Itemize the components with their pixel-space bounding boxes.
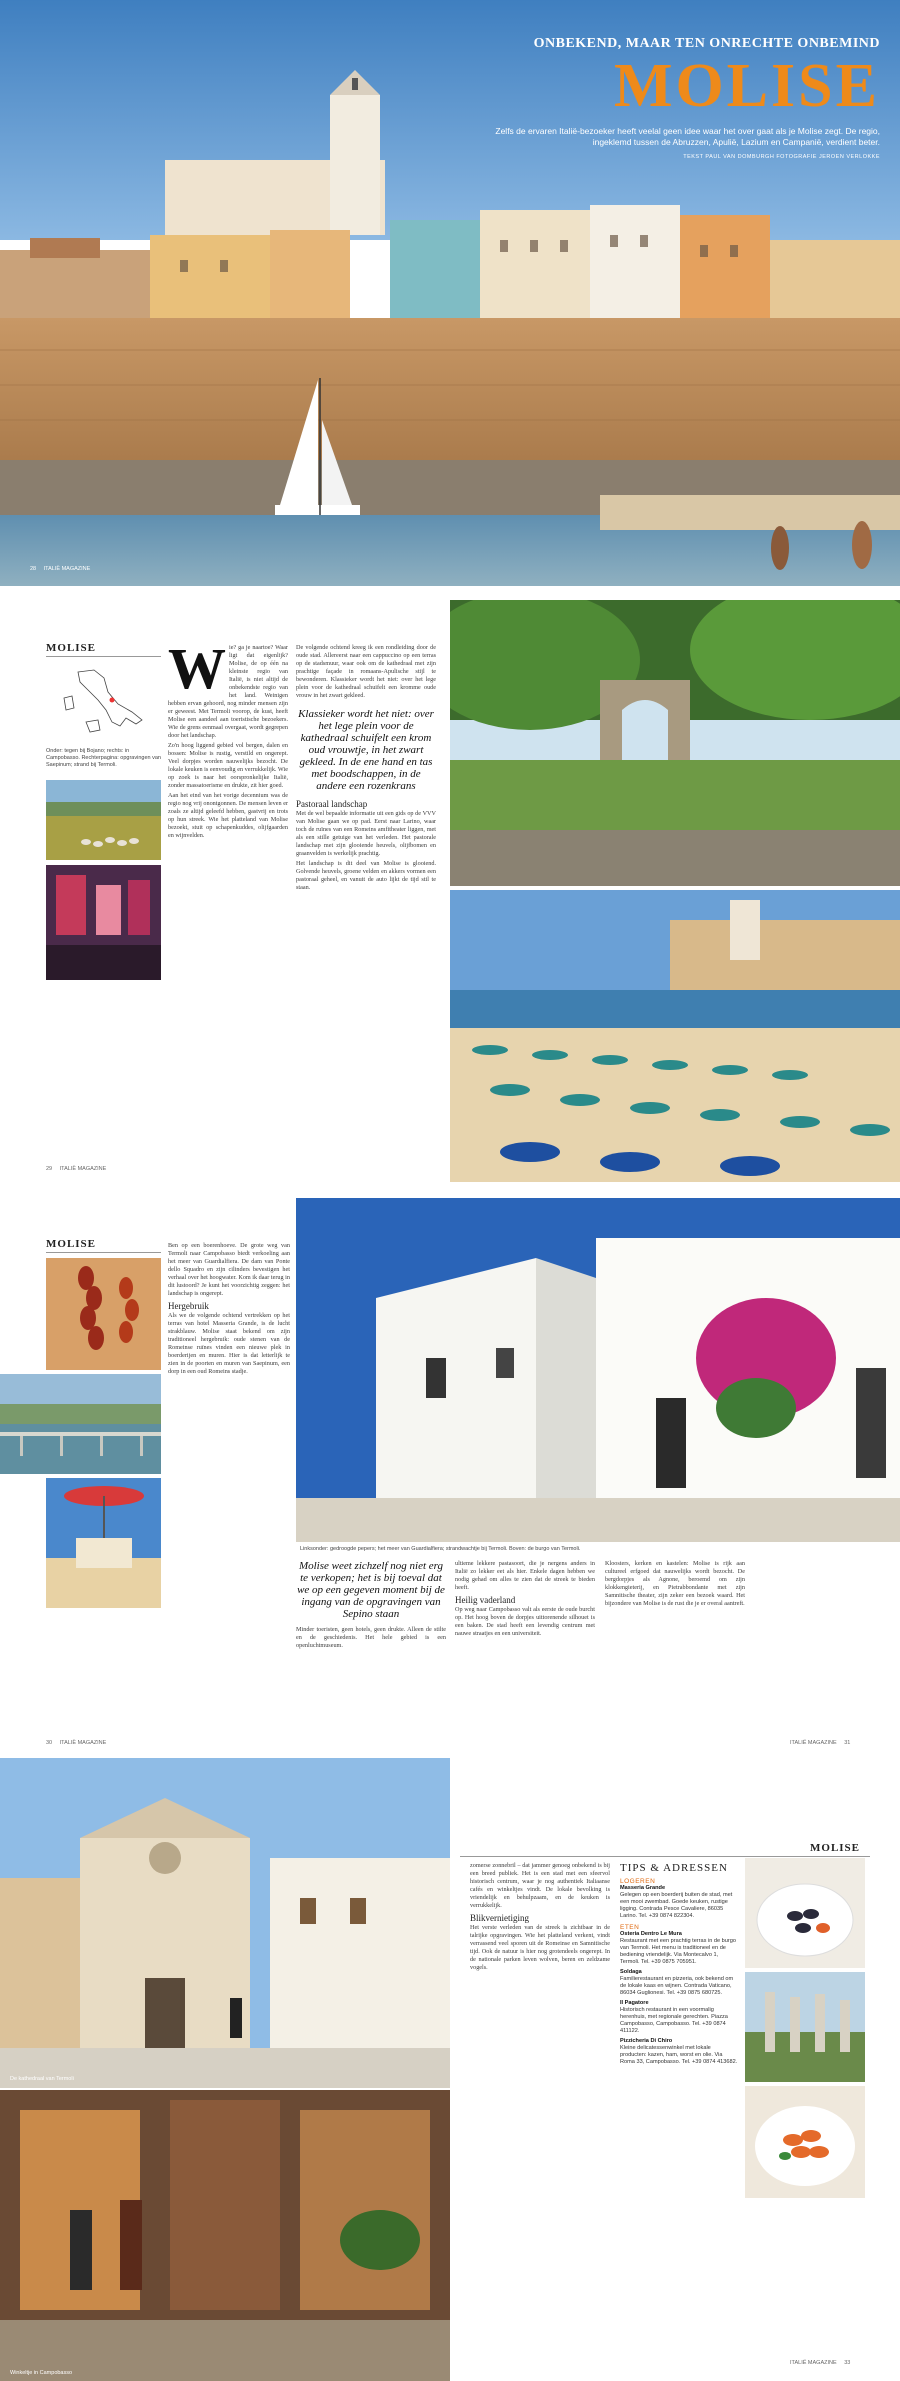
- tips-category: ETEN: [620, 1924, 640, 1931]
- article-column-4: [605, 1560, 745, 1610]
- tips-entry-name: Masseria Grande: [620, 1885, 666, 1891]
- tips-entry: [620, 1885, 738, 1920]
- paragraph: Het landschap is dit deel van Molise is glooiend. Golvende heuvels, groene velden en akkers vormen een pastoraal geheel, en vanuit de auto lijkt de tijd stil te staan.: [296, 860, 436, 891]
- page-number: 31: [844, 1740, 851, 1746]
- paragraph: Aan het eind van het vorige decennium was de regio nog vrij onontgonnen. De mensen leven er zoals ze altijd geleefd hebben, gastvrij en trots op hun streek. Wie het platteland van Molise bezoekt, stuit op schapenkuddes, olijfgaarden en wijnvelden.: [168, 792, 288, 839]
- section-rule: [460, 1856, 870, 1857]
- photo-termoli-beach: [450, 890, 900, 1182]
- photo-butcher-shop: [46, 865, 161, 980]
- dropcap: W: [168, 636, 226, 701]
- paragraph: Ben op een boerenhoeve. De grote weg van Termoli naar Campobasso biedt verkoeling aan het meer van Guardialfiera. De dam van Ponte dello Squadro en zijn cilinders bevestigen het verhaal over het hoogwater. Kom ik daar terug in dit lustoord? Je kunt het voorzichtig zeggen: het landschap is ongerept.: [168, 1242, 290, 1297]
- paragraph: Als we de volgende ochtend vertrekken op het terras van hotel Masseria Grande, is de lucht strakblauw. Molise staat bekend om zijn traditioneel hergebruik: oude stenen van de Romeinse ruïnes vinden een nieuwe plek in boerderijen en muren. Hier is dat letterlijk te zien in de poorten en muren van Saepinum, een dorp in een oud Romeins stadje.: [168, 1312, 290, 1375]
- tips-entry-text: Restaurant met een prachtig terras in de burgo van Termoli. Het menu is traditioneel en de bediening vriendelijk. Via Montecalvo 1, Termoli. Tel. +39 0875 705951.: [620, 1938, 736, 1965]
- section-tag: MOLISE: [46, 642, 97, 654]
- spread-reuse: [0, 1198, 900, 1758]
- photo-lifeguard-post: [46, 1478, 161, 1608]
- article-column-1: [470, 1862, 610, 1974]
- folio-33: [790, 2360, 850, 2366]
- page-number: 29: [46, 1166, 53, 1172]
- magazine-name: ITALIË MAGAZINE: [790, 1740, 837, 1746]
- folio-30: [46, 1740, 106, 1746]
- subhead: Blikvernietiging: [470, 1913, 529, 1923]
- subhead: Heilig vaderland: [455, 1595, 516, 1605]
- photo-caption: Winkeltje in Campobasso: [10, 2370, 73, 2376]
- tips-entry: [620, 2038, 738, 2066]
- paragraph: ie? ga je naartoe? Waar ligt dat eigenlijk? Molise, de op één na kleinste regio van Italië, is niet altijd de onbekendste regio van het land. Weinigen hebben ervan gehoord, nog minder mensen zijn er geweest. Met Termoli voorop, de kust, heeft Molise een aandeel aan toeristische bezoekers. Wie de grens eenmaal overgaat, wordt gegrepen door het landschap.: [168, 644, 288, 739]
- spread-opening: [0, 0, 900, 586]
- page-number: 28: [30, 566, 37, 572]
- photo-campobasso-shop: [0, 2090, 450, 2381]
- opening-standfirst: Zelfs de ervaren Italië-bezoeker heeft veelal geen idee waar het over gaat als je Molise zegt. De regio, ingeklemd tussen de Abruzzen, Apulië, Lazium en Campanië, verdient beter.: [495, 126, 880, 147]
- tips-entry-name: Il Pagatore: [620, 2000, 649, 2006]
- photo-termoli-cathedral: [0, 1758, 450, 2088]
- photo-seafood-plate: [745, 1858, 865, 1968]
- pull-quote: Klassieker wordt het niet: over het lege plein voor de kathedraal schuifelt een krom oud vrouwtje, in het zwart gekleed. In de ene hand en tas met boodschappen, in de andere een rozenkrans: [298, 708, 434, 792]
- spread-pastoral: [0, 600, 900, 1182]
- tips-entry: [620, 1969, 738, 1997]
- article-column-3: [455, 1560, 595, 1640]
- section-rule: [46, 1252, 161, 1253]
- section-tag: MOLISE: [46, 1238, 97, 1250]
- folio-29: [46, 1166, 106, 1172]
- magazine-name: ITALIË MAGAZINE: [59, 1740, 107, 1746]
- pull-quote: Molise weet zichzelf nog niet erg te verkopen; het is bij toeval dat we op een gegeven moment bij de ingang van de opgravingen van Sepino staan: [297, 1560, 445, 1620]
- tips-entry-name: Osteria Dentro Le Mura: [620, 1931, 682, 1937]
- paragraph: Zo'n hoog liggend gebied vol bergen, dalen en bossen: Molise is rustig, verstild en ongerept. Veel dorpjes worden nauwelijks bezocht. De lokale keuken is eenvoudig en verrukkelijk. Wie op zoek is naar het oorspronkelijke Italië, zonder massatoerisme en drukte, zit hier goed.: [168, 742, 288, 789]
- italy-map-icon: [46, 664, 161, 744]
- article-column-2: [296, 644, 436, 894]
- photo-dried-peppers: [46, 1258, 161, 1370]
- photo-guardialfiera-lake: [0, 1374, 161, 1474]
- spread-tips: [0, 1758, 900, 2381]
- tips-entry-name: Pizzicheria Di Chiro: [620, 2038, 673, 2044]
- section-rule: [46, 656, 161, 657]
- pull-quote-block: [296, 1560, 446, 1650]
- magazine-name: ITALIË MAGAZINE: [790, 2360, 837, 2366]
- paragraph: Op weg naar Campobasso valt als eerste de oude burcht op. Het hoog boven de dorpjes uittorenende silhouet is een baken. De stad heeft een levendig centrum met nauwe straatjes en een universiteit.: [455, 1606, 595, 1637]
- subhead: Pastoraal landschap: [296, 799, 368, 809]
- paragraph: ultieme lekkere pastasoort, die je nergens anders in Italië zo lekker eet als hier. Enkele dagen hebben we nodig gehad om alles te zien dat de streek te bieden heeft.: [455, 1560, 595, 1591]
- photo-roman-columns: [745, 1972, 865, 2082]
- paragraph: De volgende ochtend kreeg ik een rondleiding door de oude stad. Allereerst naar een cappuccino op een terras op de stadsmuur, waar ook om de kathedraal met zijn prachtige façade in romaans-Apulische stijl te bewonderen. Klassieker wordt het niet: over het lege plein voor de kathedraal schuifelt een kromme oude vrouw in het zwart gekleed.: [296, 644, 436, 699]
- opening-title: MOLISE: [613, 52, 880, 120]
- article-column-1: [168, 636, 288, 842]
- article-column-1: [168, 1242, 290, 1378]
- page-number: 30: [46, 1740, 53, 1746]
- magazine-name: ITALIË MAGAZINE: [59, 1166, 107, 1172]
- tips-entry-text: Kleine delicatessenwinkel met lokale producten: kazen, ham, worst en olie. Via Roma 33, Campobasso. Tel. +39 0874 413682.: [620, 2045, 738, 2065]
- tips-entry: [620, 2000, 738, 2035]
- photo-saepinum-ruins: [450, 600, 900, 886]
- opening-headline-block: [480, 36, 880, 160]
- paragraph: Met de wel bepaalde informatie uit een gids op de VVV van Molise gaan we op pad. Eerst naar Larino, waar toch de ruïnes van een Romeins amfitheater liggen, met als een stille getuige van het verleden. Het pastorale landschap met zijn glooiende heuvels, olijfbomen en graanvelden is werkelijk prachtig.: [296, 810, 436, 857]
- photo-caption: Linksonder: gedroogde pepers; het meer van Guardialfiera; strandwachtje bij Termoli. Boven: de burgo van Termoli.: [300, 1546, 581, 1552]
- paragraph: Het verste verleden van de streek is zichtbaar in de talrijke opgravingen. Wie het platteland verkent, vindt verrassend veel sporen uit de Romeinse en Samnitische tijd. Ook de natuur is hier nog grotendeels ongerept. In de nationale parken leven wolven, beren en zeldzame vogels.: [470, 1924, 610, 1971]
- folio-31: [790, 1740, 850, 1746]
- magazine-name: ITALIË MAGAZINE: [43, 566, 91, 572]
- tips-entry-text: Familierestaurant en pizzeria, ook bekend om de lokale kaas en wijnen. Contrada Vaticano, 86034 Guglionesi. Tel. +39 0875 680725.: [620, 1976, 734, 1996]
- folio-28: [30, 566, 90, 572]
- paragraph: Kloosters, kerken en kastelen: Molise is rijk aan cultureel erfgoed dat nauwelijks wordt bezocht. De bergdorpjes als Agnone, beroemd om zijn klokkengieterij, en Pietrabbondante met zijn Samnitische theater, zijn zeker een bezoek waard. Het bijzondere van Molise is de rust die je er overal aantreft.: [605, 1560, 745, 1607]
- page-number: 33: [844, 2360, 851, 2366]
- tips-entry: [620, 1931, 738, 1966]
- tips-entry-text: Historisch restaurant in een voormalig herenhuis, met regionale gerechten. Piazza Campobasso, Campobasso. Tel. +39 0874 411122.: [620, 2007, 728, 2034]
- paragraph: Minder toeristen, geen hotels, geen drukte. Alleen de stilte en de geschiedenis. Het hele gebied is een openluchtmuseum.: [296, 1626, 446, 1649]
- opening-kicker: ONBEKEND, MAAR TEN ONRECHTE ONBEMIND: [533, 36, 880, 51]
- photo-white-houses-bougainvillea: [296, 1198, 900, 1542]
- tips-entry-text: Gelegen op een boerderij buiten de stad, met een mooi zwembad. Goede keuken, rustige ligging. Contrada Pesce Cavaliere, 86035 Larino. Tel. +39 0874 822304.: [620, 1892, 733, 1919]
- subhead: Hergebruik: [168, 1301, 209, 1311]
- section-tag: MOLISE: [810, 1842, 861, 1854]
- paragraph: zomerse zonnebril – dat jammer genoeg onbekend is bij een breed publiek. Het is een stad met een sfeervol historisch centrum, waar je nog authentiek Italiaanse cafés en winkeltjes vindt. De lokale bevolking is vriendelijk en behulpzaam, en de keuken is verrukkelijk.: [470, 1862, 610, 1909]
- tips-entry-name: Soldaga: [620, 1969, 642, 1975]
- photo-sheep-field: [46, 780, 161, 860]
- photo-caption: De kathedraal van Termoli: [10, 2076, 74, 2082]
- tips-category: LOGEREN: [620, 1878, 656, 1885]
- photo-pasta-dish: [745, 2086, 865, 2198]
- tips-box: [620, 1862, 738, 2069]
- tips-title: TIPS & ADRESSEN: [620, 1862, 728, 1874]
- opening-credits: TEKST PAUL VAN DOMBURGH FOTOGRAFIE JEROEN VERLOKKE: [683, 154, 880, 160]
- map-caption: Onder: tegen bij Bojano; rechts: in Campobasso. Rechterpagina: opgravingen van Saepinum; strand bij Termoli.: [46, 748, 161, 768]
